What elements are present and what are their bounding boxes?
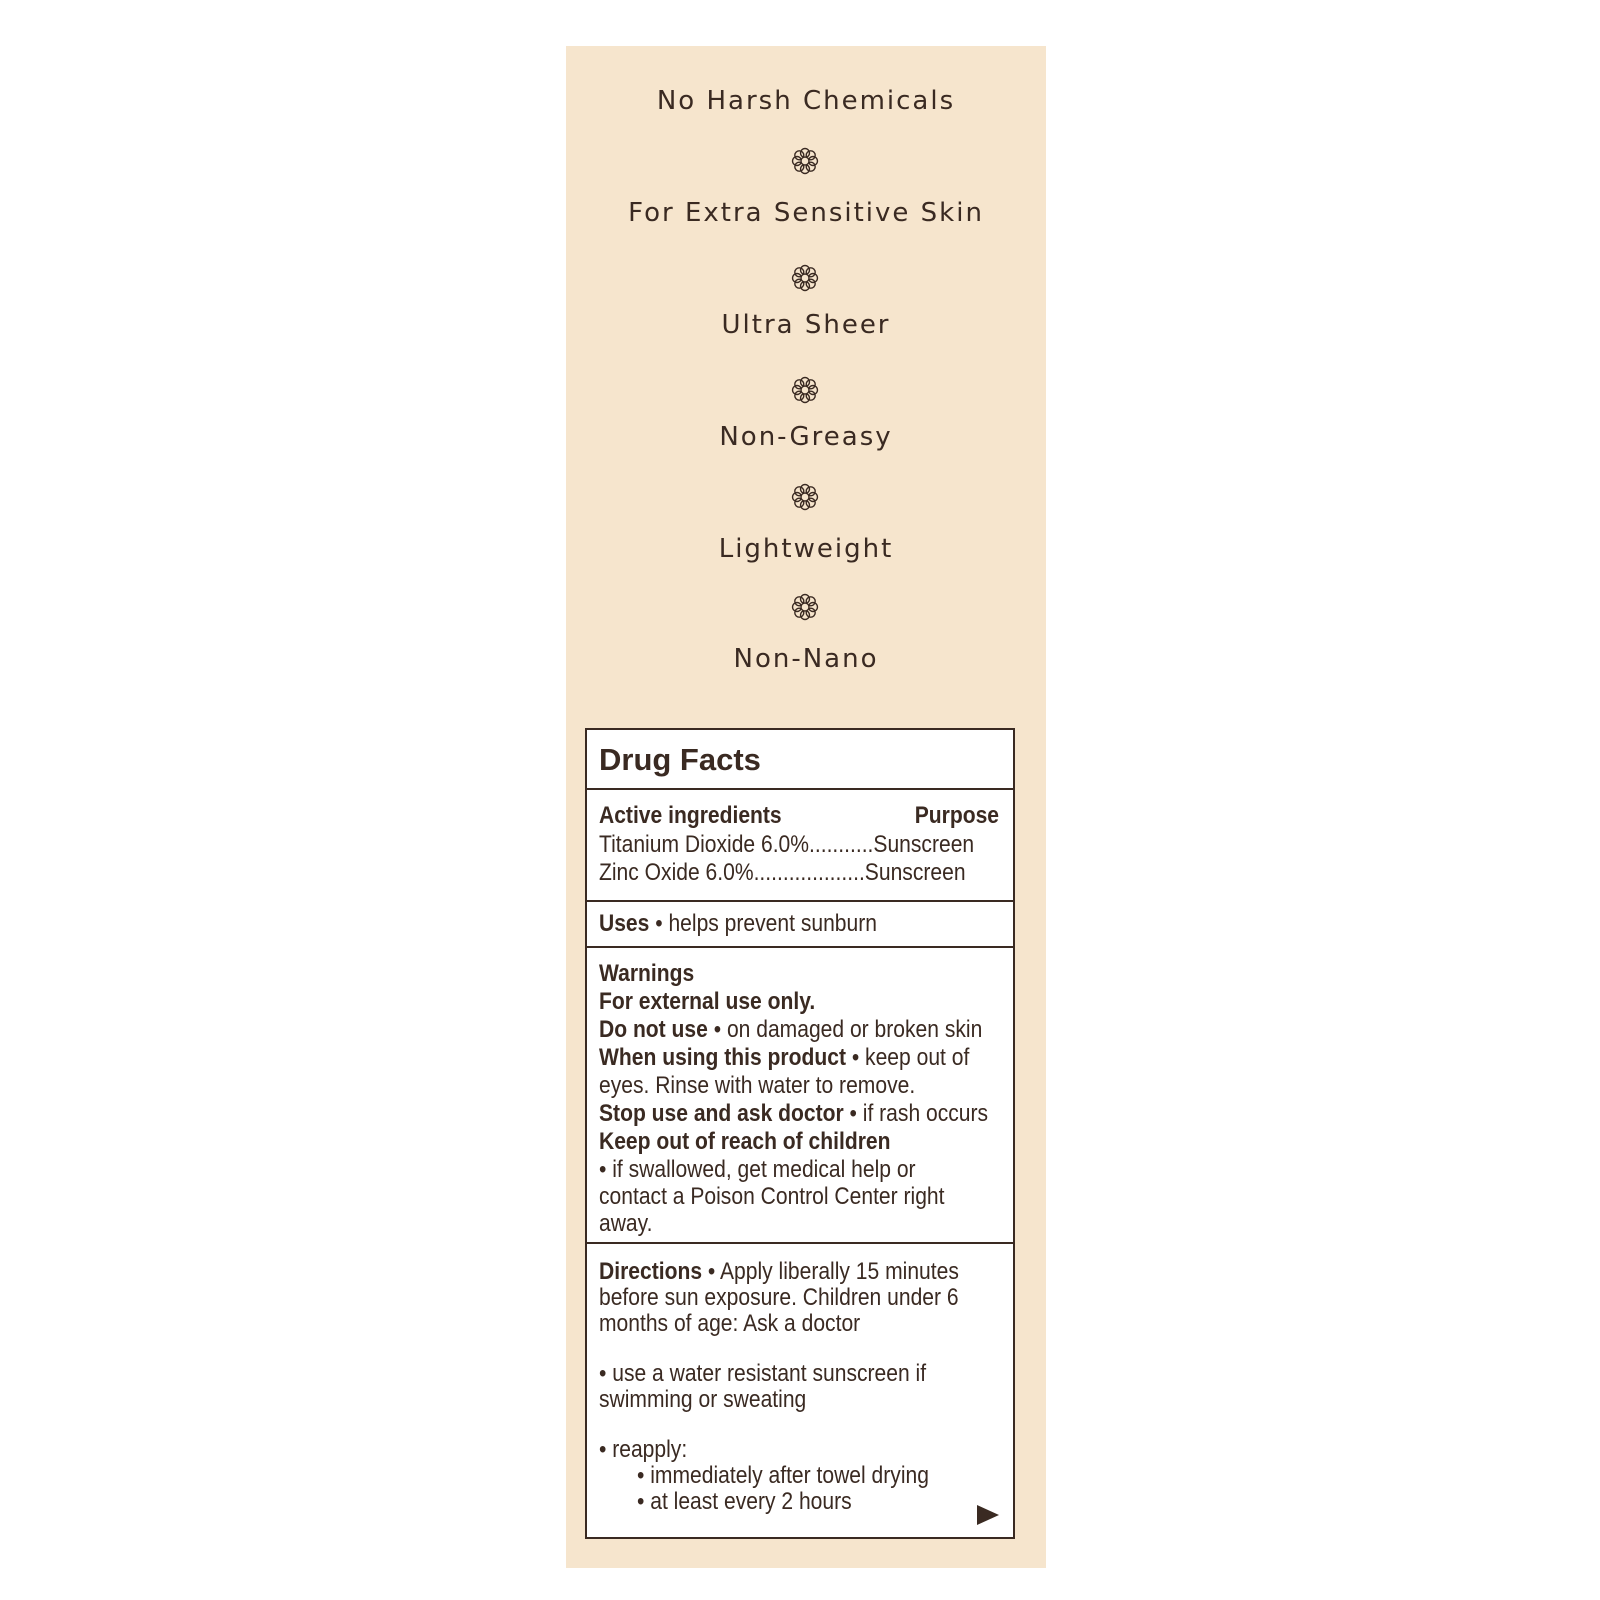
directions-line-2: before sun exposure. Children under 6 [599, 1284, 959, 1311]
flower-icon [788, 261, 822, 295]
uses-label: Uses [599, 910, 650, 937]
stop-use-label: Stop use and ask doctor [599, 1100, 844, 1127]
product-box-panel [566, 46, 1046, 1568]
feature-no-harsh-chemicals: No Harsh Chemicals [656, 86, 956, 116]
flower-icon [788, 590, 822, 624]
drug-facts-title: Drug Facts [599, 742, 761, 777]
directions-text: • Apply liberally 15 minutes [702, 1258, 959, 1285]
uses-section [587, 900, 1013, 946]
keep-out-label: Keep out of reach of children [599, 1128, 891, 1155]
purpose-header: Purpose [914, 802, 999, 829]
water-resistant-line-1: • use a water resistant sunscreen if [599, 1360, 927, 1387]
external-use-only: For external use only. [599, 988, 816, 1015]
flower-icon [788, 144, 822, 178]
active-ingredients-section [587, 788, 1013, 900]
when-using-label: When using this product [599, 1044, 846, 1071]
water-resistant-line-2: swimming or sweating [599, 1386, 807, 1413]
swallowed-line-2: contact a Poison Control Center right [599, 1183, 945, 1210]
do-not-use-label: Do not use [599, 1016, 708, 1043]
feature-non-greasy: Non-Greasy [719, 422, 893, 452]
ingredient-zinc: Zinc Oxide 6.0%...................Sunscreen [599, 859, 966, 886]
stop-use-line [599, 1100, 988, 1128]
directions-line-3: months of age: Ask a doctor [599, 1310, 861, 1337]
warnings-section [587, 946, 1013, 1242]
continue-arrow-icon [977, 1505, 999, 1525]
flower-icon [788, 480, 822, 514]
reapply-line: • reapply: [599, 1436, 688, 1463]
ingredient-titanium: Titanium Dioxide 6.0%...........Sunscreen [599, 831, 975, 858]
active-ingredients-header: Active ingredients [599, 802, 782, 829]
feature-ultra-sheer: Ultra Sheer [721, 310, 891, 340]
do-not-use-text: • on damaged or broken skin [707, 1016, 983, 1043]
reapply-hours-line: • at least every 2 hours [637, 1488, 852, 1515]
when-using-text: • keep out of [845, 1044, 970, 1071]
swallowed-line-3: away. [599, 1210, 653, 1237]
drug-facts-panel [585, 728, 1015, 1539]
directions-label: Directions [599, 1258, 703, 1285]
uses-text: • helps prevent sunburn [649, 910, 877, 937]
flower-icon [788, 373, 822, 407]
when-using-line-2: eyes. Rinse with water to remove. [599, 1072, 916, 1099]
do-not-use-line [599, 1016, 982, 1044]
warnings-title: Warnings [599, 960, 695, 987]
stop-use-text: • if rash occurs [843, 1100, 989, 1127]
when-using-line [599, 1044, 969, 1072]
feature-extra-sensitive: For Extra Sensitive Skin [628, 198, 984, 228]
reapply-towel-line: • immediately after towel drying [637, 1462, 929, 1489]
uses-line [599, 910, 877, 938]
directions-line [599, 1258, 959, 1286]
feature-non-nano: Non-Nano [733, 644, 879, 674]
swallowed-line-1: • if swallowed, get medical help or [599, 1156, 916, 1183]
directions-section [587, 1242, 1013, 1537]
feature-lightweight: Lightweight [718, 534, 894, 564]
